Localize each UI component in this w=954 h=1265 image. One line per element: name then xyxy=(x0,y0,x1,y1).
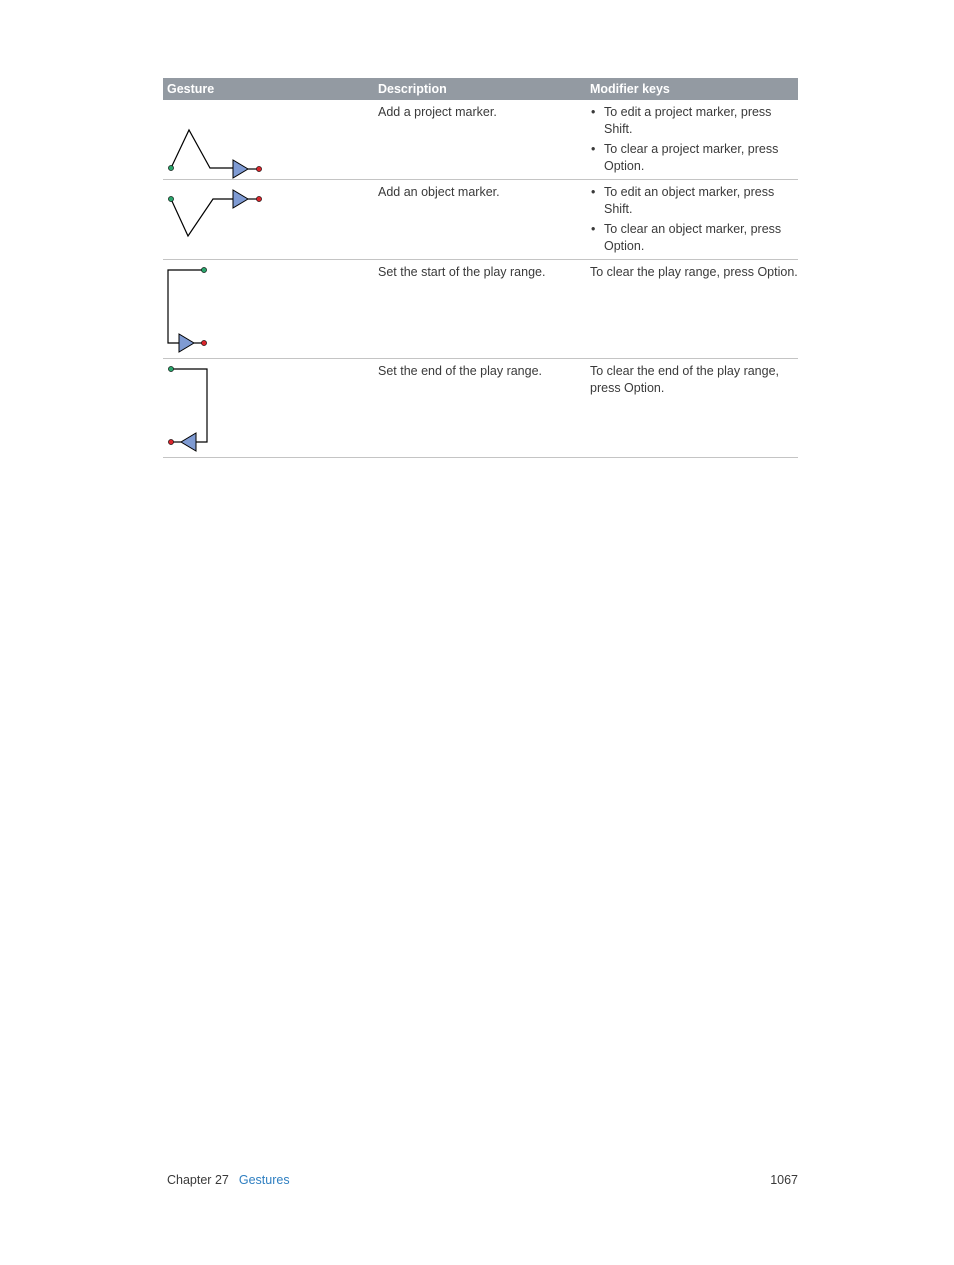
gesture-cell xyxy=(163,180,374,259)
list-item xyxy=(590,184,798,218)
modifier-cell xyxy=(586,100,798,179)
list-item xyxy=(590,141,798,175)
modifier-text: To edit a project marker, press Shift. xyxy=(604,105,772,136)
modifier-cell xyxy=(586,180,798,259)
gesture-cell xyxy=(163,359,374,457)
bullet: • xyxy=(591,185,596,199)
bullet: • xyxy=(591,142,596,156)
page-number: 1067 xyxy=(770,1173,798,1187)
modifier-text: To edit an object marker, press Shift. xyxy=(604,185,775,216)
header-description: Description xyxy=(378,82,447,96)
header-modifier-keys: Modifier keys xyxy=(590,82,670,96)
description-cell: Add an object marker. xyxy=(378,185,500,199)
list-item xyxy=(590,104,798,138)
gestures-table xyxy=(163,78,798,458)
caret-up-gesture-icon xyxy=(163,100,374,180)
bracket-right-down-gesture-icon xyxy=(163,359,374,458)
bullet: • xyxy=(591,222,596,236)
description-cell: Set the end of the play range. xyxy=(378,364,543,378)
modifier-text: To clear a project marker, press Option. xyxy=(604,142,779,173)
modifier-cell: To clear the end of the play range, press Option. xyxy=(590,364,780,395)
bracket-left-down-gesture-icon xyxy=(163,260,374,359)
table-header xyxy=(163,78,798,100)
v-gesture-icon xyxy=(163,180,374,260)
modifier-text: To clear an object marker, press Option. xyxy=(604,222,782,253)
table-row xyxy=(163,260,798,359)
table-row xyxy=(163,180,798,260)
gesture-cell xyxy=(163,260,374,358)
modifier-cell: To clear the play range, press Option. xyxy=(590,265,798,279)
bullet: • xyxy=(591,105,596,119)
description-cell: Set the start of the play range. xyxy=(378,265,546,279)
page-footer xyxy=(167,1173,798,1187)
table-row xyxy=(163,100,798,180)
table-row xyxy=(163,359,798,458)
list-item xyxy=(590,221,798,255)
description-cell: Add a project marker. xyxy=(378,105,497,119)
header-gesture: Gesture xyxy=(167,82,215,96)
chapter-label: Chapter 27 xyxy=(167,1173,229,1187)
gesture-cell xyxy=(163,100,374,179)
section-link[interactable]: Gestures xyxy=(238,1173,290,1187)
